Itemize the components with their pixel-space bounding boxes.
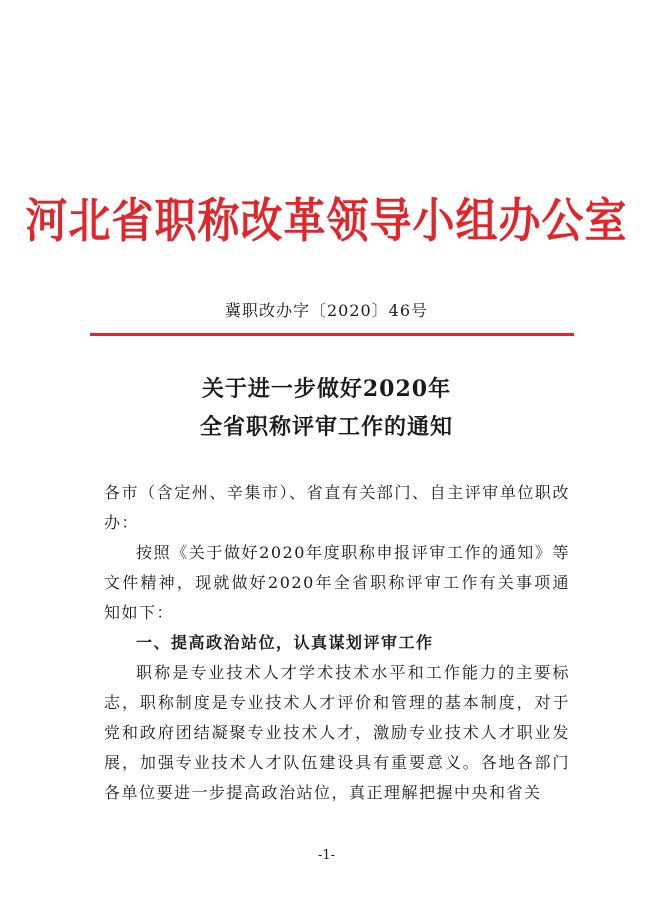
document-title-line-2: 全省职称评审工作的通知 (199, 414, 453, 440)
red-separator-line (90, 333, 574, 336)
section-1-paragraph: 职称是专业技术人才学术技术水平和工作能力的主要标志，职称制度是专业技术人才评价和管理的基本制度，对于党和政府团结凝聚专业技术人才，激励专业技术人才职业发展，加强专业技术人才队伍建设具有重要意义。各地各部门各单位要进一步提高政治站位，真正理解把握中央和省关 (104, 663, 570, 802)
document-title-line-1: 关于进一步做好2020年 (201, 376, 452, 402)
intro-paragraph: 按照《关于做好2020年度职称申报评审工作的通知》等文件精神，现就做好2020年全省职称评审工作有关事项通知如下： (104, 543, 570, 622)
addressee: 各市（含定州、辛集市）、省直有关部门、自主评审单位职改办： (104, 483, 570, 532)
document-number: 冀职改办字〔2020〕46号 (224, 301, 429, 320)
section-1-heading: 一、提高政治站位，认真谋划评审工作 (136, 633, 434, 652)
issuing-organization-header: 河北省职称改革领导小组办公室 (25, 193, 628, 249)
document-body (104, 478, 570, 808)
page-number: -1- (317, 848, 336, 863)
